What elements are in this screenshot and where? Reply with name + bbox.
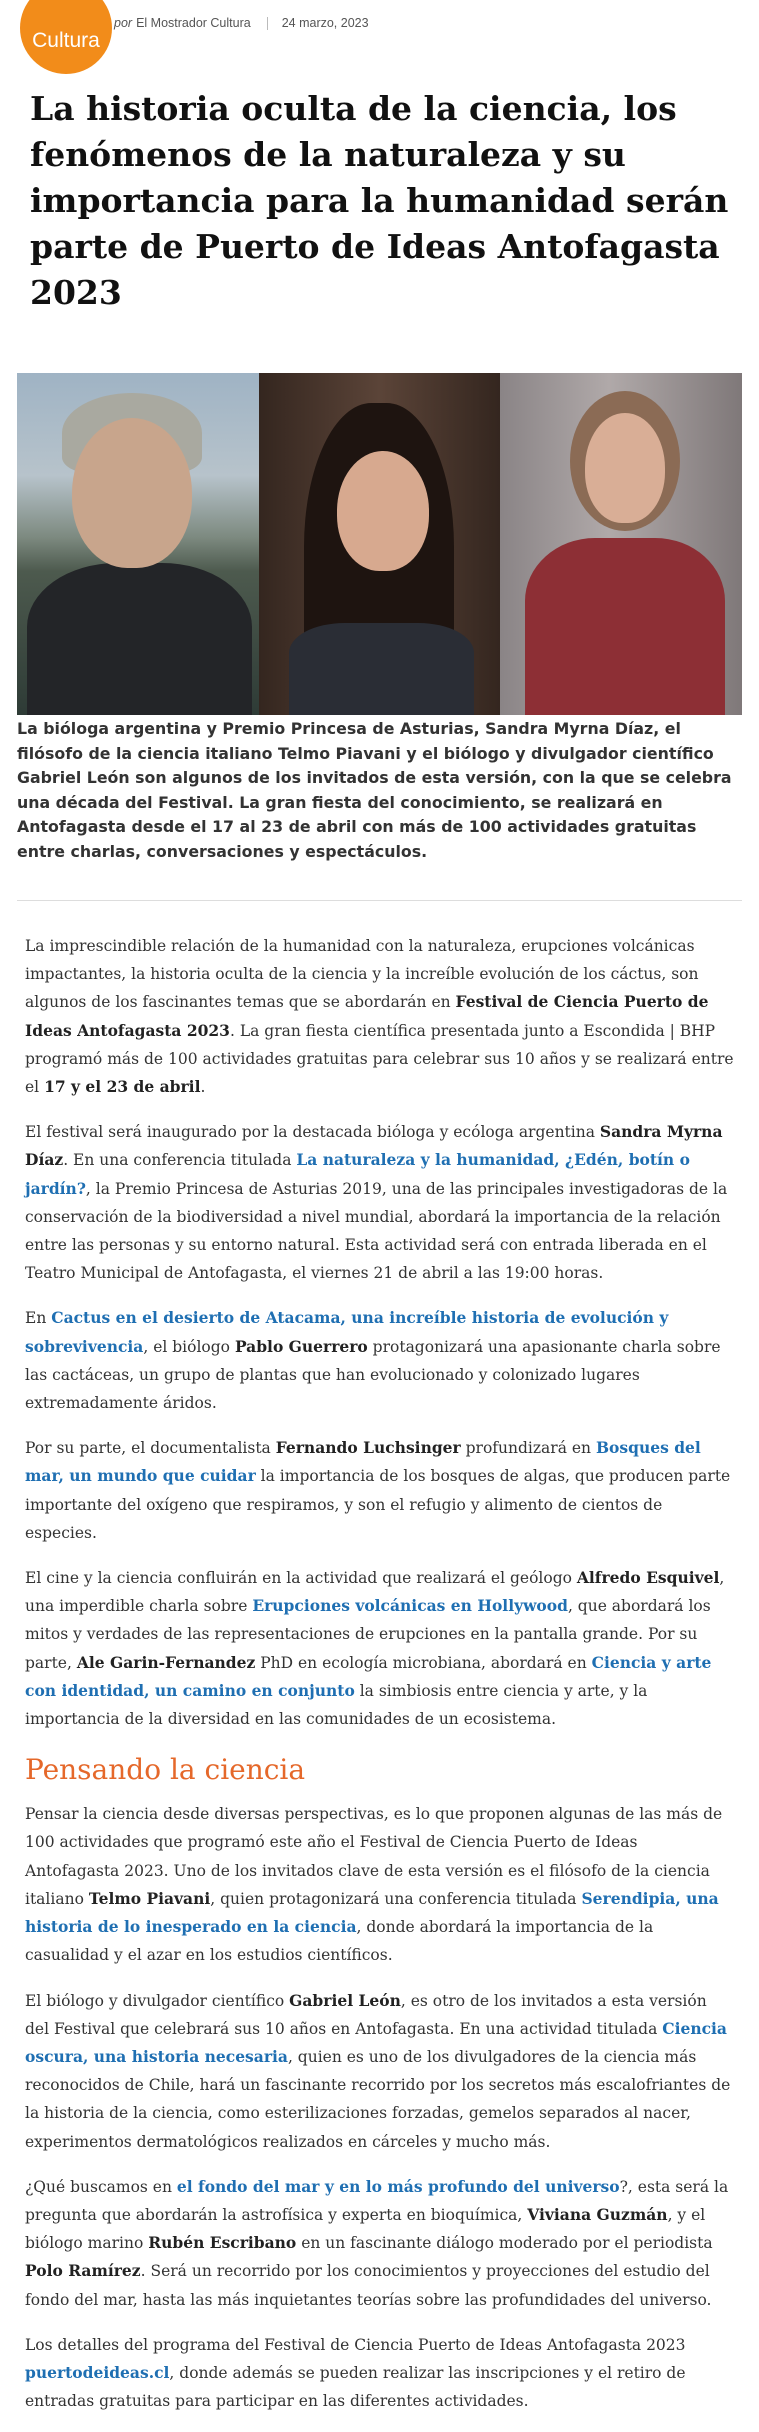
link-naturaleza-humanidad[interactable]: La naturaleza y la humanidad, ¿Edén, botín o jardín? (25, 1150, 690, 1198)
publish-date: 24 marzo, 2023 (281, 16, 369, 30)
photo-gabriel-leon-guest (500, 373, 742, 715)
link-bosques-del-mar[interactable]: Bosques del mar, un mundo que cuidar (25, 1438, 701, 1486)
link-puertodeideas[interactable]: puertodeideas.cl (25, 2362, 170, 2382)
paragraph-6: Pensar la ciencia desde diversas perspectivas, es lo que proponen algunas de las más de 100 actividades que programó este año el Festival de Ciencia Puerto de Ideas Antofagasta 2023. Uno de los invitados clave de esta versión es el filósofo de la ciencia italiano Telmo Piavani, quien protagonizará una conferencia titulada Serendipia, una historia de lo inesperado en la ciencia, donde abordará la importancia de la casualidad y el azar en los estudios científicos. (25, 1805, 723, 1965)
link-erupciones-hollywood[interactable]: Erupciones volcánicas en Hollywood (252, 1596, 568, 1616)
article-title: La historia oculta de la ciencia, los fenómenos de la naturaleza y su importancia para la humanidad serán parte de Puerto de Ideas Antofagasta 2023 (30, 89, 729, 312)
article-body (25, 932, 735, 2432)
link-ciencia-oscura[interactable]: Ciencia oscura, una historia necesaria (25, 2018, 727, 2066)
hero-image (17, 373, 742, 715)
paragraph-1: La imprescindible relación de la humanidad con la naturaleza, erupciones volcánicas impactantes, la historia oculta de la ciencia y la increíble evolución de los cáctus, son algunos de los fascinantes temas que se abordarán en Festival de Ciencia Puerto de Ideas Antofagasta 2023. La gran fiesta científica presentada junto a Escondida | BHP programó más de 100 actividades gratuitas para celebrar sus 10 años y se realizará entre el 17 y el 23 de abril. (25, 937, 734, 1097)
photo-telmo-piavani (17, 373, 259, 715)
photo-sandra-myrna-diaz (259, 373, 501, 715)
link-serendipia[interactable]: Serendipia, una historia de lo inesperado en la ciencia (25, 1888, 719, 1937)
paragraph-3: En Cactus en el desierto de Atacama, una increíble historia de evolución y sobrevivencia, el biólogo Pablo Guerrero protagonizará una apasionante charla sobre las cactáceas, un grupo de plantas que han evolucionado y colonizado lugares extremadamente áridos. (25, 1308, 721, 1413)
link-cactus-atacama[interactable]: Cactus en el desierto de Atacama, una increíble historia de evolución y sobrevivencia (25, 1308, 669, 1356)
section-heading: Pensando la ciencia (25, 1753, 306, 1787)
paragraph-5: El cine y la ciencia confluirán en la actividad que realizará el geólogo Alfredo Esquivel, una imperdible charla sobre Erupciones volcánicas en Hollywood, que abordará los mitos y verdades de las representaciones de erupciones en la pantalla grande. Por su parte, Ale Garin-Fernandez PhD en ecología microbiana, abordará en Ciencia y arte con identidad, un camino en conjunto la simbiosis entre ciencia y arte, y la importancia de la diversidad en las comunidades de un ecosistema. (25, 1568, 725, 1729)
byline-prefix: por (114, 16, 133, 30)
author-link[interactable]: El Mostrador Cultura (136, 16, 251, 30)
link-fondo-del-mar[interactable]: el fondo del mar y en lo más profundo del universo (176, 2176, 620, 2196)
paragraph-7: El biólogo y divulgador científico Gabriel León, es otro de los invitados a esta versión del Festival que celebrará sus 10 años en Antofagasta. En una actividad titulada Ciencia oscura, una historia necesaria, quien es uno de los divulgadores de la ciencia más reconocidos de Chile, hará un fascinante recorrido por los secretos más escalofriantes de la historia de la ciencia, como esterilizaciones forzadas, gemelos separados al nacer, experimentos dermatológicos realizados en cárceles y mucho más. (25, 1990, 731, 2151)
caption-divider (17, 900, 742, 901)
article-meta (114, 16, 369, 30)
link-ciencia-arte[interactable]: Ciencia y arte con identidad, un camino en conjunto (25, 1652, 712, 1700)
paragraph-4: Por su parte, el documentalista Fernando Luchsinger profundizará en Bosques del mar, un mundo que cuidar la importancia de los bosques de algas, que producen parte importante del oxígeno que respiramos, y son el refugio y alimento de cientos de especies. (25, 1438, 731, 1542)
image-caption: La bióloga argentina y Premio Princesa de Asturias, Sandra Myrna Díaz, el filósofo de la ciencia italiano Telmo Piavani y el biólogo y divulgador científico Gabriel León son algunos de los invitados de esta versión, con la que se celebra una década del Festival. La gran fiesta del conocimiento, se realizará en Antofagasta desde el 17 al 23 de abril con más de 100 actividades gratuitas entre charlas, conversaciones y espectáculos. (17, 719, 732, 861)
meta-divider (267, 17, 268, 30)
category-badge[interactable]: Cultura (20, 0, 112, 74)
paragraph-9: Los detalles del programa del Festival de Ciencia Puerto de Ideas Antofagasta 2023 puertodeideas.cl, donde además se pueden realizar las inscripciones y el retiro de entradas gratuitas para participar en las diferentes actividades. (25, 2335, 686, 2411)
paragraph-8: ¿Qué buscamos en el fondo del mar y en lo más profundo del universo?, esta será la pregunta que abordarán la astrofísica y experta en bioquímica, Viviana Guzmán, y el biólogo marino Rubén Escribano en un fascinante diálogo moderado por el periodista Polo Ramírez. Será un recorrido por los conocimientos y proyecciones del estudio del fondo del mar, hasta las más inquietantes teorías sobre las profundidades del universo. (25, 2176, 729, 2309)
paragraph-2: El festival será inaugurado por la destacada bióloga y ecóloga argentina Sandra Myrna Díaz. En una conferencia titulada La naturaleza y la humanidad, ¿Edén, botín o jardín?, la Premio Princesa de Asturias 2019, una de las principales investigadoras de la conservación de la biodiversidad a nivel mundial, abordará la importancia de la relación entre las personas y su entorno natural. Esta actividad será con entrada liberada en el Teatro Municipal de Antofagasta, el viernes 21 de abril a las 19:00 horas. (25, 1122, 728, 1283)
